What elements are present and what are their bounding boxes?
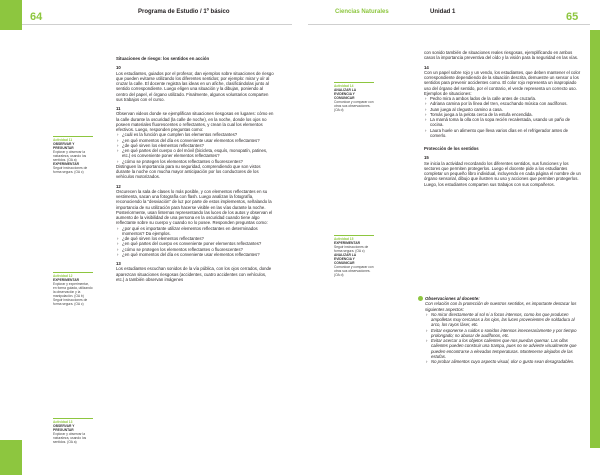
list-item: › Evitar acercar a los objetos calientes que nos puedan quemar. Las ollas calientes pueden construir una trampa, pues no se advierte visualmente que pueden encontrarse a elevadas temperaturas. Mantenerse alejados de las estufas. [431, 338, 582, 359]
activity-15-text: Se inicia la actividad recordando los diferentes sentidos, sus funciones y los sectores que permiten protegerlos. Luego el docente pide a los estudiantes completar un pequeño libro individual, incluyendo en cada página el nombre de un órgano sensorial, dibujo que ilustren su uso y acciones que permiten protegerlos. Luego, los estudiantes comparten sus trabajos con sus compañeros. [424, 160, 581, 187]
list-item: › ¿cómo se protegen los elementos reflectantes o fluorescentes? [122, 247, 274, 252]
sidebar-title: Actividad 13 [53, 420, 73, 424]
activity-15-number: 15 [424, 155, 429, 161]
sidebar-divider [53, 136, 93, 137]
skill-text: Explorar y experimentar, en forma guiada, utilizando la observación y la manipulación. (OA b) [53, 282, 93, 298]
sidebar-divider [53, 418, 93, 419]
activity-14-intro: Con un papel sobre rojo y un vendo, los estudiantes, que deben mantener el color correspondiente dependiendo de la situación descrita, demuestre un sensor o los sentidos para prevenir accidentes como. El color rojo representa un inapropiado uso del órgano del sentido, por el contrario, el verde representa un correcto uso. [424, 69, 581, 91]
sidebar-title: Actividad 14 [334, 84, 354, 88]
observations-title-text: Observaciones al docente: [425, 296, 480, 301]
list-item: › Juan juega al clegusto camino a casa. [430, 107, 582, 112]
activity-11-questions [116, 132, 274, 164]
activity-14-number: 14 [424, 64, 429, 70]
activity-12-text: Oscurecen la sala de clases lo más posible, y con elementos reflectantes en su vestimenta, sacan una fotografía con flash. Luego analizan la fotografía, reconociendo la "desviación" de luz por parte de estos implementos, señalando la importancia de su utilización para hacerse visible en las vías durante la noche. Posteriormente, usan linternas representando las luces de los autos y observan el aumento de la visibilidad de una persona en la oscuridad cuando tiene algo reflectante sobre su cuerpo y cuando no lo posee. Responden preguntas como: [116, 188, 273, 226]
list-item: › ¿cuál es la función que cumplen los elementos reflectantes? [122, 132, 274, 137]
activity-12-number: 12 [116, 183, 121, 189]
observations-intro: Con relación con la protección de nuestros sentidos, es importante destacar los siguientes aspectos: [425, 301, 577, 312]
list-item: › Laura huele un alimento que lleva varios días en el refrigerador antes de comerlo. [430, 128, 582, 139]
subject-title: Ciencias Naturales [335, 9, 389, 15]
skill-label: EXPERIMENTAR [53, 162, 79, 166]
sidebar-divider [334, 82, 374, 83]
activity-11-close: Distinguen la importancia para su seguridad, comprendiendo que son vistos durante la noche con mucha mayor anticipación por los conductores de los vehículos motorizados. [116, 163, 261, 180]
list-item: › La mamá toma la olla con la sopa recién recalentada, usando un paño de cocina. [430, 117, 582, 128]
skill-text: Seguir instrucciones de forma segura. (OA c) [334, 245, 369, 253]
sidebar-title: Actividad 15 [334, 237, 354, 241]
sidebar-title: Actividad 12 [53, 274, 73, 278]
left-green-bar-bottom [0, 440, 22, 475]
activity-10-text: Los estudiantes, guiados por el profesor, dan ejemplos sobre situaciones de riesgo que pueden evitarse utilizando los diferentes sentidos; por ejemplo: mirar y oír al cruzar la calle. El docente registra las ideas en un afiche, clasificándolas junto al sentido correspondiente. Luego eligen una situación y la dibujan, poniendo al centro del papel, el órgano utilizado. Finalmente, algunos voluntarios comparten sus trabajos con el curso. [116, 70, 274, 102]
sidebar-activity-14 [334, 82, 374, 112]
skill-label: ANALIZAR LA EVIDENCIA Y COMUNICAR [334, 253, 357, 265]
skill-text: Explorar y observar la naturaleza, usando los sentidos. (OA a) [53, 150, 87, 162]
page-number-right: 65 [566, 11, 579, 23]
list-item: › Pedro mira a ambos lados de la calle antes de cruzarla. [430, 96, 582, 101]
skill-text: Seguir instrucciones de forma segura. (OA c) [53, 166, 88, 174]
activity-13-text: Los estudiantes escuchan sonidos de la vía pública, con los ojos cerrados, donde aparezcan situaciones riesgosas (accidentes, cuatro accidentes con vehículos, etc.) a también observan imágenes [116, 266, 272, 282]
skill-label: ANALIZAR LA EVIDENCIA Y COMUNICAR [334, 88, 357, 100]
list-item: › Evitar exponerse a ruidos o sonidos intensos innecesariamente y por tiempo prolongado; no abusar de audífonos, etc. [431, 328, 582, 339]
list-item: › ¿en qué momentos del día es conveniente usar elementos reflectantes? [122, 252, 274, 257]
program-title: Programa de Estudio / 1º básico [138, 9, 230, 15]
sidebar-divider [334, 235, 374, 236]
list-item: › ¿en qué partes del cuerpo o del móvil (bicicleta, esquís, monopatín, patines, etc.) es conveniente poner elementos reflectantes? [122, 148, 274, 159]
skill-label: EXPERIMENTAR [53, 278, 79, 282]
activity-10-number: 10 [116, 65, 121, 71]
skill-text: Comunicar y comparar con otros sus observaciones. (OA d) [334, 100, 374, 112]
teacher-observations [418, 296, 582, 364]
skill-text: Explorar y observar la naturaleza, usando los sentidos. (OA a) [53, 432, 87, 444]
list-item: › ¿por qué es importante utilizar elementos reflectantes en determinados momentos? Da ejemplos. [122, 226, 274, 237]
header-rule-right [308, 24, 590, 25]
skill-text: Comunicar y comparar con otros sus observaciones. (OA d) [334, 265, 374, 277]
activity-12-questions [116, 226, 274, 258]
list-item: › Tomás juega a la pelota cerca de la estufa encendida. [430, 112, 582, 117]
section-title: Protección de los sentidos [424, 146, 479, 151]
left-green-bar-top [0, 0, 22, 30]
section-title: Situaciones de riesgo: los sentidos en acción [116, 56, 210, 61]
header-rule-left [22, 24, 292, 25]
list-item: › No mirar directamente al sol ni a focos intensos, como los que producen ampolletas muy cercanas a los ojos, las luces provenientes de soldadura al arco, los rayos láser, etc. [431, 312, 582, 328]
skill-text: Seguir instrucciones de forma segura. (OA c) [53, 298, 88, 306]
examples-label: Ejemplos de situaciones: [424, 90, 472, 96]
continued-text: con sonido también de situaciones reales riesgosas, ejemplificando en ambos casos la importancia preventiva del oído y la visión para la seguridad en las vías. [424, 50, 579, 61]
skill-label: OBSERVAR Y PREGUNTAR [53, 142, 75, 150]
sidebar-divider [53, 272, 93, 273]
activity-11-number: 11 [116, 106, 121, 111]
list-item: › ¿cómo se protegen los elementos reflectantes o fluorescentes? [122, 159, 274, 164]
left-main-column [116, 52, 274, 282]
right-green-bar [590, 30, 600, 448]
list-item: › Adriana camina por la línea del tren, escuchando música con audífonos. [430, 101, 582, 106]
skill-label: OBSERVAR Y PREGUNTAR [53, 424, 75, 432]
list-item: › No probar alimentos cuyo aspecto visual, olor o gusto sean desagradables. [431, 359, 582, 364]
page-number-left: 64 [30, 11, 43, 23]
activity-14-examples [424, 96, 582, 138]
skill-label: EXPERIMENTAR [334, 241, 360, 245]
list-item: › ¿de qué sirven los elementos reflectantes? [122, 236, 274, 241]
info-icon [418, 296, 423, 301]
activity-13-number: 13 [116, 261, 121, 266]
sidebar-activity-12 [53, 272, 93, 306]
observations-list [418, 312, 582, 365]
activity-11-intro: Observan videos donde se ejemplifican situaciones riesgosas en lugares: cómo en la calle durante la oscuridad (la calle de noche), en la noche, donde los ojos no poseen materiales fluorescentes o reflectantes, y crean la cual los elementos efectivos. Luego, responden preguntas como: [116, 111, 274, 132]
unit-title: Unidad 1 [430, 9, 456, 15]
sidebar-activity-11 [53, 136, 93, 174]
list-item: › ¿en qué partes del cuerpo es conveniente poner elementos reflectantes? [122, 241, 274, 246]
sidebar-activity-13 [53, 418, 93, 444]
right-main-column [424, 50, 582, 187]
list-item: › ¿en qué momentos del día es conveniente usar elementos reflectantes? [122, 138, 274, 143]
list-item: › ¿de qué sirven los elementos reflectantes? [122, 143, 274, 148]
sidebar-title: Actividad 11 [53, 138, 73, 142]
sidebar-activity-15 [334, 235, 374, 277]
